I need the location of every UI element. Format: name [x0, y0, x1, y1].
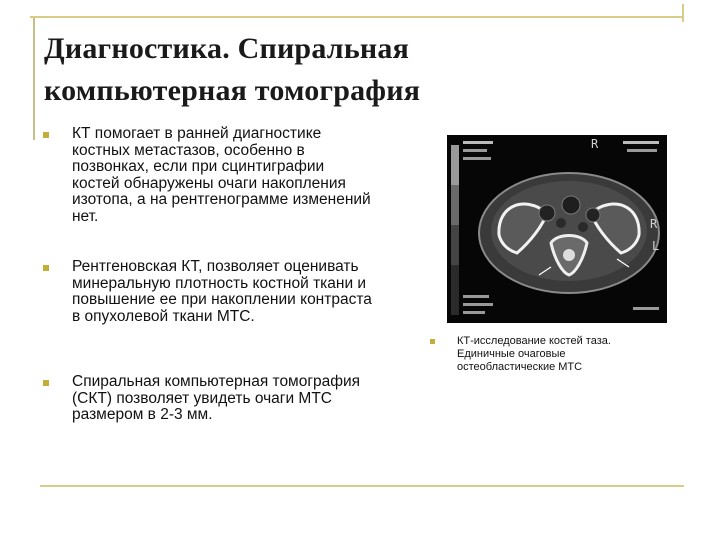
caption-line-1: КТ-исследование костей таза.: [457, 335, 611, 347]
bullet-item: [38, 126, 372, 225]
right-tick-rule: [682, 4, 684, 22]
ct-scan-image: [447, 135, 667, 323]
image-caption: [430, 335, 680, 374]
caption-bullet-icon: [430, 339, 435, 344]
ct-marker-r-top: R: [591, 137, 599, 151]
bullet-square-icon: [43, 132, 49, 138]
ct-marker-r-side: R: [650, 217, 658, 231]
ct-pelvis-illustration: [447, 135, 667, 323]
caption-line-2: Единичные очаговые: [457, 348, 566, 360]
slide-title: [44, 28, 644, 112]
bullet-item: [38, 374, 372, 424]
top-rule: [30, 16, 684, 18]
bullet-text: Рентгеновская КТ, позволяет оценивать минеральную плотность костной ткани и повышение ее при накоплении контраста в опухолевой ткани МТС.: [72, 258, 372, 325]
bullet-item: [38, 259, 372, 325]
caption-text: [457, 335, 611, 374]
title-line-2: компьютерная томография: [44, 74, 421, 107]
bullet-square-icon: [43, 265, 49, 271]
bullet-text: Спиральная компьютерная томография (СКТ) позволяет увидеть очаги МТС размером в 2-3 мм.: [72, 373, 361, 423]
bullet-square-icon: [43, 380, 49, 386]
title-line-1: Диагностика. Спиральная: [44, 32, 409, 65]
bottom-rule: [40, 485, 684, 487]
bullet-text: КТ помогает в ранней диагностике костных метастазов, особенно в позвонках, если при сцинтиграфии костей обнаружены очаги накопления изотопа, а на рентгенограмме изменений нет.: [72, 125, 371, 225]
ct-marker-l: L: [652, 239, 660, 253]
caption-line-3: остеобластические МТС: [457, 361, 583, 373]
left-vertical-rule: [33, 16, 35, 140]
